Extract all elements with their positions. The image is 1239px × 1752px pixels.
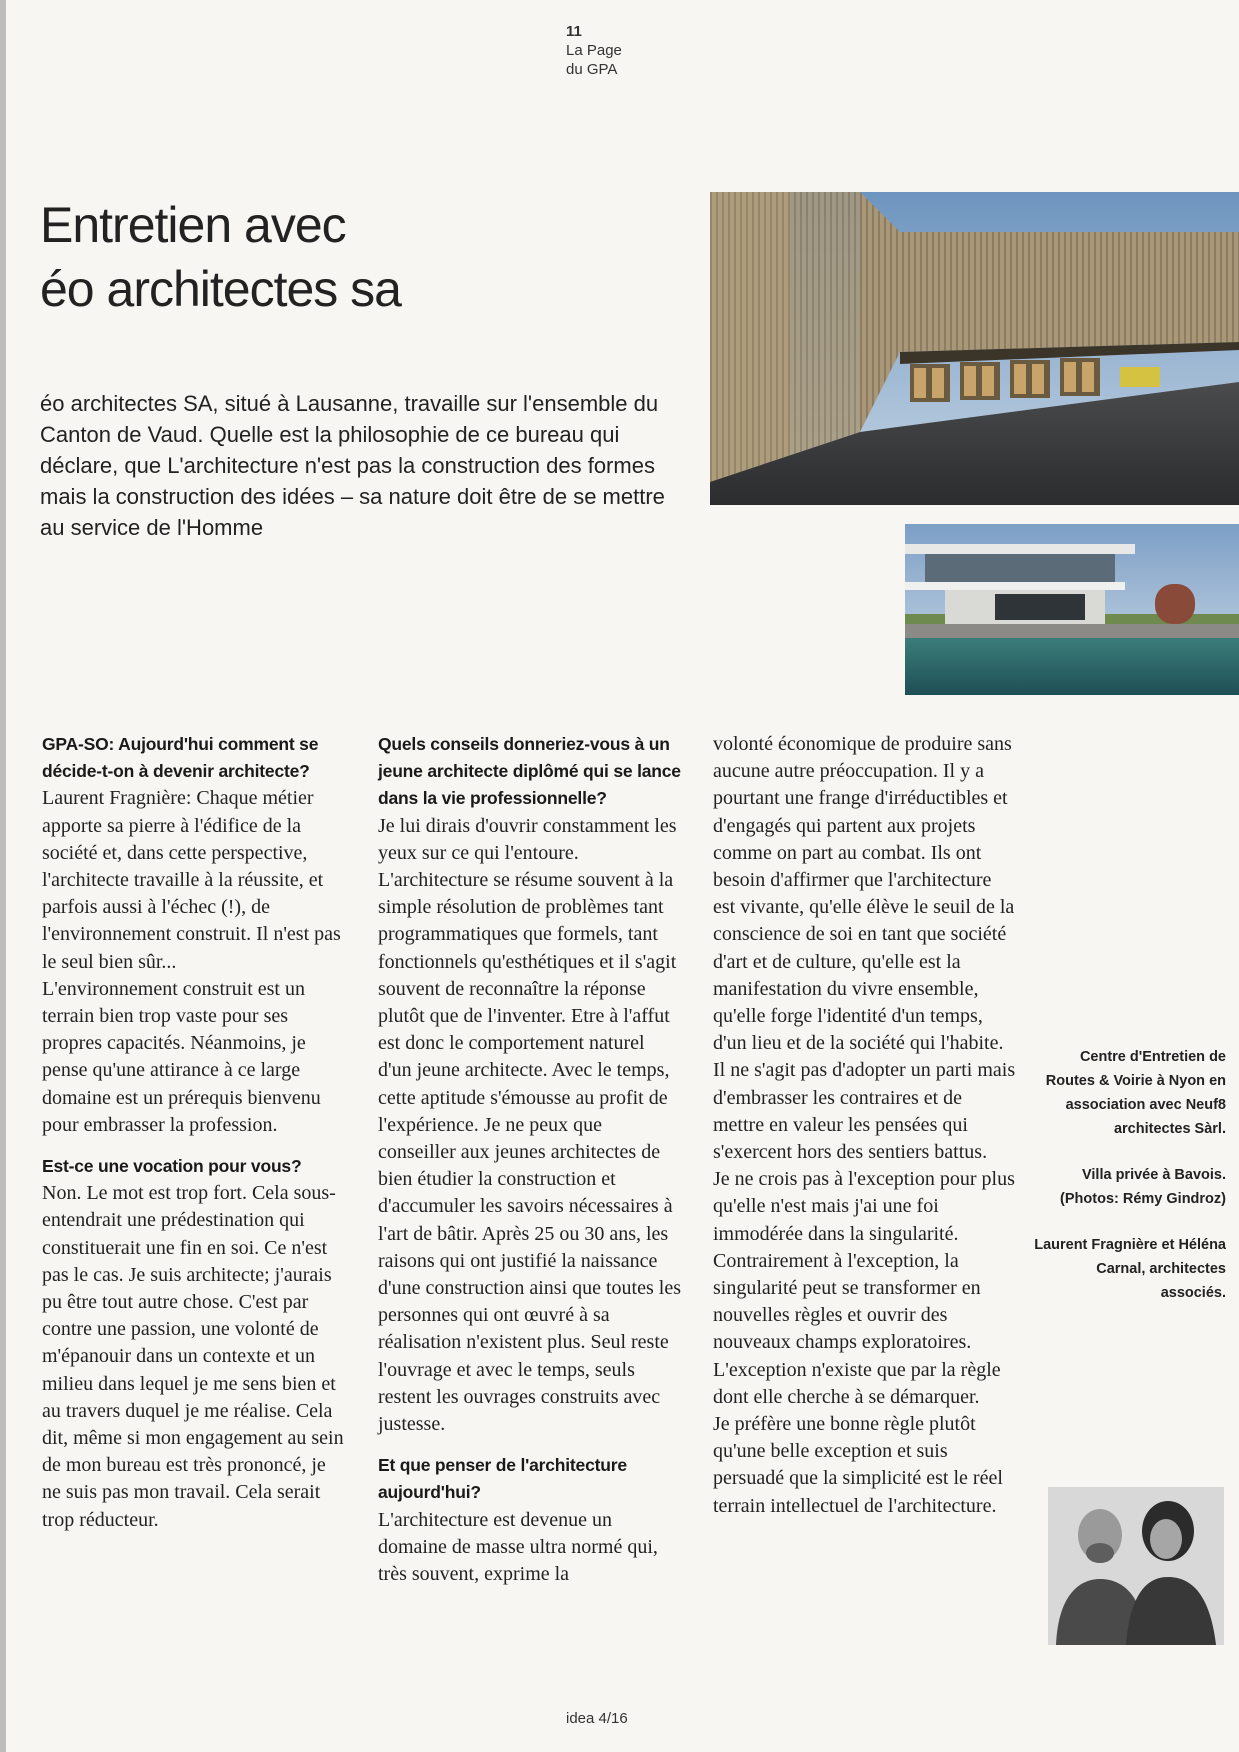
caption-architects: Laurent Fragnière et Héléna Carnal, architectes associés. [1034, 1237, 1226, 1301]
interview-question-2: Est-ce une vocation pour vous? [42, 1156, 302, 1177]
page-header [566, 22, 686, 79]
article-column-1 [42, 731, 347, 1534]
issue-footer: idea 4/16 [566, 1710, 628, 1727]
section-name-line2: du GPA [566, 61, 618, 78]
interview-question-4: Et que penser de l'architecture aujourd'hui? [378, 1455, 627, 1503]
photo-villa-pool [905, 524, 1239, 695]
interview-answer-4: L'architecture est devenue un domaine de masse ultra normé qui, très souvent, exprime la [378, 1508, 658, 1586]
interview-answer-4-paragraph-2: Je ne crois pas à l'exception pour plus qu'elle n'est mais j'ai une foi immodérée dans la singularité. Contrairement à l'exception, la singularité peut se transformer en nouvelles règles et ouvrir des nouveaux champs exploratoires. L'exception n'existe que par la règle dont elle cherche à se démarquer. [713, 1168, 1015, 1408]
article-lead: éo architectes SA, situé à Lausanne, travaille sur l'ensemble du Canton de Vaud. Quelle est la philosophie de ce bureau qui déclare, que L'architecture n'est pas la construction des formes mais la construction des idées – sa nature doit être de se mettre au service de l'Homme [40, 391, 665, 540]
interview-answer-3: Je lui dirais d'ouvrir constamment les yeux sur ce qui l'entoure. L'architecture se résume souvent à la simple résolution de problèmes tant programmatiques que formels, tant fonctionnels qu'esthétiques et il s'agit souvent de reconnaître la réponse plutôt que de l'inventer. Etre à l'affut est donc le comportement naturel d'un jeune architecte. Avec le temps, cette aptitude s'émousse au profit de l'expérience. Je ne peux que conseiller aux jeunes architectes de bien étudier la construction et d'accumuler les savoirs nécessaires à l'art de bâtir. Après 25 ou 30 ans, les raisons qui ont justifié la naissance d'une construction ainsi que toutes les personnes qui ont œuvré à sa réalisation n'existent plus. Seul reste l'ouvrage et avec le temps, seuls restent les ouvrages construits avec justesse. [378, 814, 681, 1436]
caption-timber-building: Centre d'Entretien de Routes & Voirie à Nyon en association avec Neuf8 architectes Sàrl. [1045, 1049, 1226, 1137]
interview-answer-2: Non. Le mot est trop fort. Cela sous-entendrait une prédestination qui constituerait une fin en soi. Ce n'est pas le cas. Je suis architecte; j'aurais pu être tout autre chose. C'est par contre une passion, une volonté de m'épanouir dans un contexte et un milieu dans lequel je me sens bien et au travers duquel je me réalise. Cela dit, même si mon engagement au sein de mon bureau est très prononcé, je ne suis pas mon travail. Cela serait trop réducteur. [42, 1182, 344, 1531]
section-name-line1: La Page [566, 42, 622, 59]
interview-question-1: GPA-SO: Aujourd'hui comment se décide-t-on à devenir architecte? [42, 734, 319, 782]
photo-architects-portrait [1048, 1487, 1224, 1645]
article-title-line2: éo architectes sa [40, 261, 401, 317]
page-edge [0, 0, 6, 1752]
page-number: 11 [566, 23, 582, 40]
article-column-2 [378, 731, 683, 1588]
interview-answer-4-continued: volonté économique de produire sans aucune autre préoccupation. Il y a pourtant une frange d'irréductibles et d'engagés qui partent aux projets comme on part au combat. Ils ont besoin d'affirmer que l'architecture est vivante, qu'elle élève le seuil de la conscience de soi en tant que société d'art et de culture, qu'elle est la manifestation du vivre ensemble, qu'elle forge l'identité d'un temps, d'un lieu et de la société qui l'habite. Il ne s'agit pas d'adopter un parti mais d'embrasser les contraires et de mettre en valeur les pensées qui s'exercent hors des sentiers battus. [713, 733, 1016, 1164]
article-title-line1: Entretien avec [40, 197, 346, 253]
article-column-3 [713, 731, 1018, 1520]
photo-timber-building [710, 192, 1239, 505]
interview-answer-1-continued: L'environnement construit est un terrain bien trop vaste pour ses propres capacités. Néanmoins, je pense qu'une attirance à ce large domaine est un prérequis bienvenu pour embrasser la profession. [42, 977, 321, 1136]
photo-captions [1030, 1045, 1226, 1327]
article-title [40, 193, 680, 321]
interview-answer-4-paragraph-3: Je préfère une bonne règle plutôt qu'une belle exception et suis persuadé que la simplicité est le réel terrain intellectuel de l'architecture. [713, 1413, 1003, 1517]
caption-villa: Villa privée à Bavois. (Photos: Rémy Gindroz) [1060, 1167, 1226, 1207]
interview-answer-1: Laurent Fragnière: Chaque métier apporte sa pierre à l'édifice de la société et, dans cette perspective, l'architecte travaille à la réussite, et parfois aussi à l'échec (!), de l'environnement construit. Il n'est pas le seul bien sûr... [42, 787, 341, 973]
interview-question-3: Quels conseils donneriez-vous à un jeune architecte diplômé qui se lance dans la vie professionnelle? [378, 734, 681, 809]
